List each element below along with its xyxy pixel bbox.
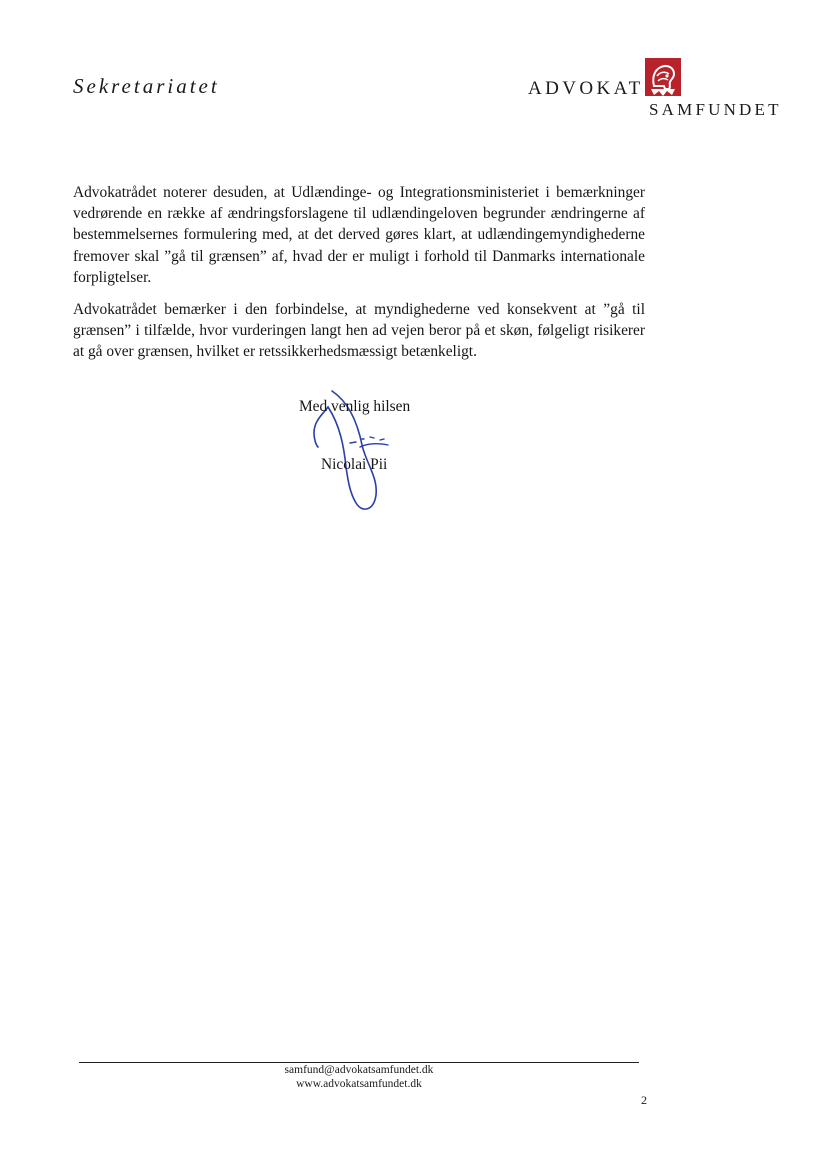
advokatsamfundet-logo [528, 58, 798, 124]
page-number: 2 [641, 1093, 647, 1107]
department-heading: Sekretariatet [73, 74, 220, 98]
footer-email: samfund@advokatsamfundet.dk [284, 1064, 434, 1076]
closing-greeting: Med venlig hilsen [299, 398, 411, 415]
footer-divider [79, 1062, 639, 1063]
body-paragraph-2: Advokatrådet bemærker i den forbindelse, at myndighederne ved konsekvent at ”gå til grænsen” i tilfælde, hvor vurderingen langt hen ad vejen beror på et skøn, følgeligt risikerer at gå over grænsen, hvilket er retssikkerhedsmæssigt betænkeligt. [73, 301, 645, 361]
logo-wordmark-line1: ADVOKAT [528, 78, 644, 99]
logo-wordmark-line2: SAMFUNDET [649, 100, 782, 119]
signer-name: Nicolai Pii [321, 456, 388, 473]
footer-website: www.advokatsamfundet.dk [296, 1078, 422, 1090]
body-paragraph-1: Advokatrådet noterer desuden, at Udlændinge- og Integrationsministeriet i bemærkninger vedrørende en række af ændringsforslagene til udlændingeloven begrunder ændringerne af bestemmelsernes formulering med, at det derved gøres klart, at udlændingemyndighederne fremover skal ”gå til grænsen” af, hvad der er muligt i forhold til Danmarks internationale forpligtelser. [73, 184, 645, 286]
logo-emblem-icon [645, 58, 681, 96]
